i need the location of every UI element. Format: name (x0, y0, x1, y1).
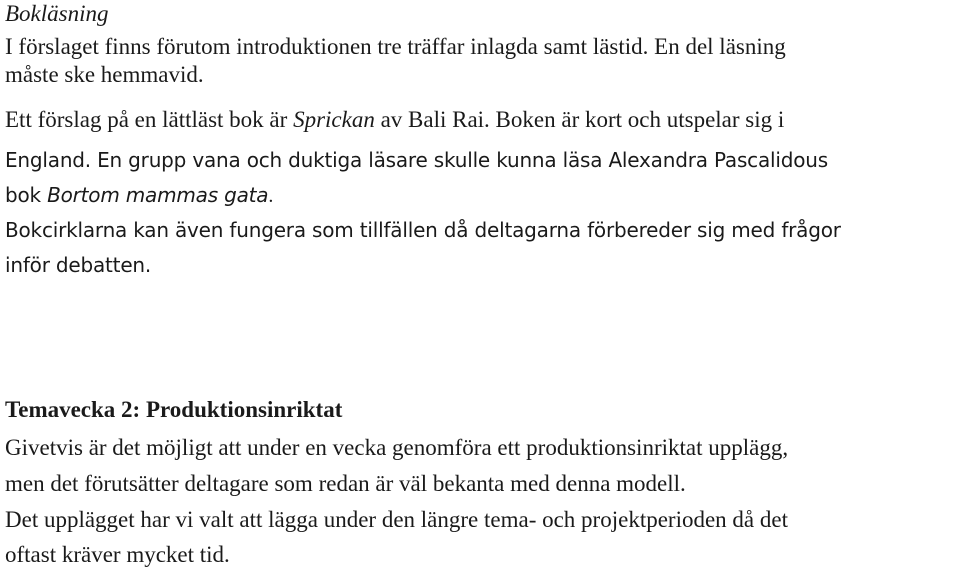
paragraph-line: I förslaget finns förutom introduktionen tre träffar inlagda samt lästid. En del läsning (5, 34, 786, 59)
text-run: bok (5, 183, 48, 207)
section-heading-bokläsning: Bokläsning (5, 1, 109, 26)
paragraph-line (5, 181, 273, 210)
paragraph-line: inför debatten. (5, 253, 152, 277)
section-heading-temavecka-2: Temavecka 2: Produktionsinriktat (5, 397, 343, 422)
book-title: Bortom mammas gata (47, 183, 269, 207)
text-run: Ett förslag på en lättläst bok är (5, 107, 294, 132)
paragraph-line (5, 106, 784, 134)
paragraph-line: Det upplägget har vi valt att lägga under den längre tema- och projektperioden då det (5, 507, 788, 532)
paragraph-line: England. En grupp vana och duktiga läsare skulle kunna läsa Alexandra Pascalidous (5, 148, 828, 172)
text-run: . (268, 185, 274, 207)
paragraph-line: Bokcirklarna kan även fungera som tillfällen då deltagarna förbereder sig med frågor (5, 218, 841, 242)
book-title: Sprickan (293, 107, 375, 132)
paragraph-line: oftast kräver mycket tid. (5, 542, 230, 567)
paragraph-line: men det förutsätter deltagare som redan är väl bekanta med denna modell. (5, 471, 686, 496)
text-run: av Bali Rai. Boken är kort och utspelar sig i (374, 107, 785, 132)
paragraph-line: måste ske hemmavid. (5, 62, 204, 87)
paragraph-line: Givetvis är det möjligt att under en vecka genomföra ett produktionsinriktat upplägg, (5, 435, 789, 460)
